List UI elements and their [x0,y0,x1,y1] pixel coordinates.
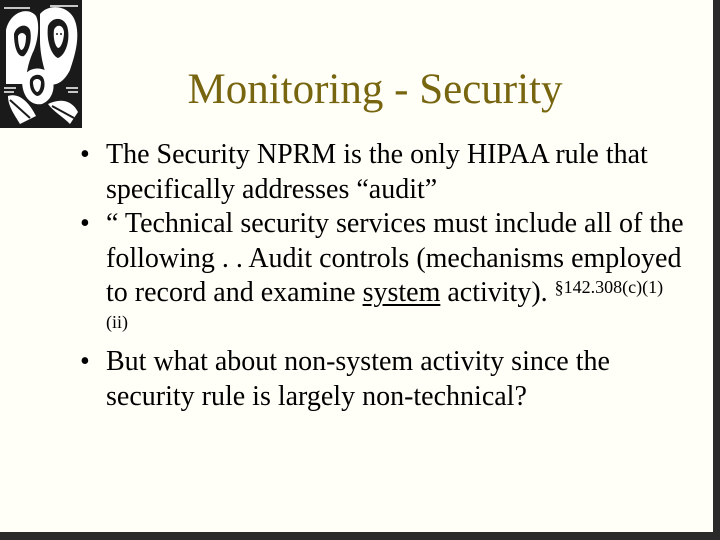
bullet-item [75,207,685,345]
family-woodcut-logo-icon [0,0,82,128]
underlined-term: system [362,277,441,308]
bullet-marker: • [80,346,90,377]
bullet-marker: • [80,139,90,170]
bullet-item [75,345,685,414]
slide-title: Monitoring - Security [187,66,563,113]
bullet-text: “ Technical security services must include all of the following . . Audit controls (mechanisms employed to record and examine [106,208,684,308]
bullet-item [75,138,685,207]
bullet-marker: • [80,208,90,239]
bullet-text-continued: activity). [440,277,555,308]
bullet-list [75,138,685,414]
bullet-text: But what about non-system activity since the security rule is largely non-technical? [106,346,610,412]
bullet-text: The Security NPRM is the only HIPAA rule that specifically addresses “audit” [106,139,648,205]
regulation-citation: §142.308(c)(1)(ii) [106,277,664,332]
